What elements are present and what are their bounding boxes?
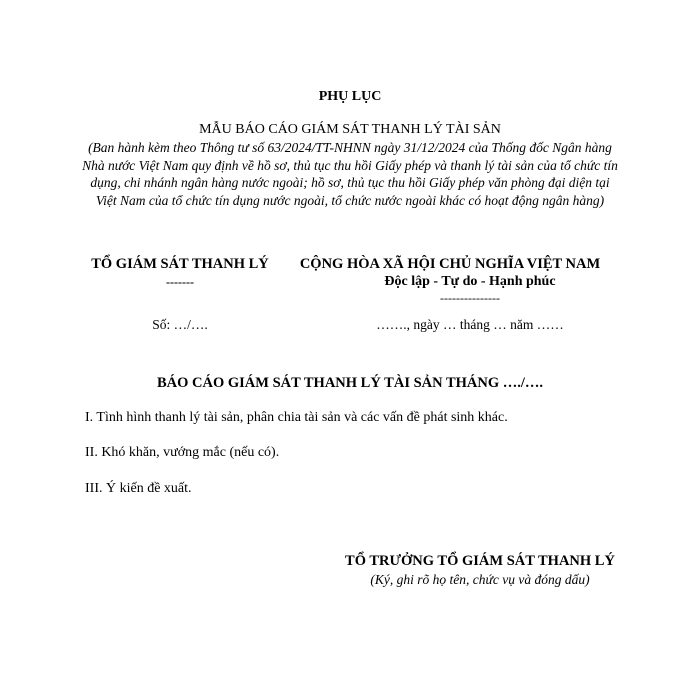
document-number: Số: …/…. <box>152 317 208 332</box>
nation-name: CỘNG HÒA XÃ HỘI CHỦ NGHĨA VIỆT NAM <box>299 256 601 272</box>
signature-note: (Ký, ghi rõ họ tên, chức vụ và đóng dấu) <box>370 572 590 587</box>
date-line: ……., ngày … tháng … năm …… <box>376 317 564 332</box>
issued-note: (Ban hành kèm theo Thông tư số 63/2024/TT-NHNN ngày 31/12/2024 của Thống đốc Ngân hàng Nhà nước Việt Nam quy định về hồ sơ, thủ tục thu hồi Giấy phép và thanh lý tài sản của tổ chức tín dụng, chi nhánh ngân hàng nước ngoài; hồ sơ, thủ tục thu hồi Giấy phép văn phòng đại diện tại Việt Nam của tổ chức tín dụng nước ngoài, tổ chức nước ngoài khác có hoạt động ngân hàng) <box>82 140 618 208</box>
org-name: TỔ GIÁM SÁT THANH LÝ <box>91 256 269 272</box>
motto-divider: --------------- <box>440 291 500 305</box>
report-title: BÁO CÁO GIÁM SÁT THANH LÝ TÀI SẢN THÁNG …./…. <box>156 375 544 391</box>
section-item: II. Khó khăn, vướng mắc (nếu có). <box>85 445 280 460</box>
org-divider: ------- <box>166 275 194 289</box>
appendix-title: PHỤ LỤC <box>318 89 382 104</box>
form-title: MẪU BÁO CÁO GIÁM SÁT THANH LÝ TÀI SẢN <box>199 122 501 137</box>
section-item: I. Tình hình thanh lý tài sản, phân chia tài sản và các vấn đề phát sinh khác. <box>85 410 508 425</box>
section-item: III. Ý kiến đề xuất. <box>85 481 192 496</box>
signer-title: TỔ TRƯỞNG TỔ GIÁM SÁT THANH LÝ <box>345 553 615 569</box>
national-motto: Độc lập - Tự do - Hạnh phúc <box>384 274 556 289</box>
